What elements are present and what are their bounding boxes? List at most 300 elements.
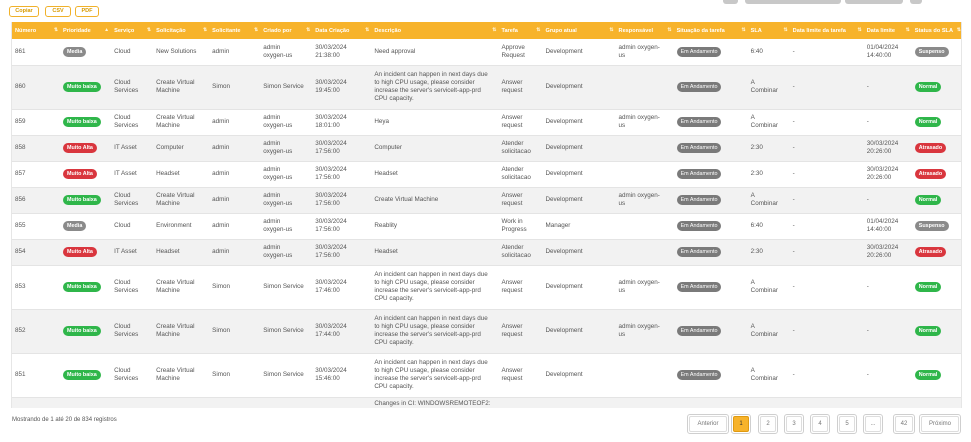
cell-text: A Combinar bbox=[750, 367, 778, 382]
sort-icon[interactable]: ⇅ bbox=[956, 27, 961, 33]
cell-data bbox=[312, 65, 371, 109]
cell-resp bbox=[616, 109, 674, 135]
cell-resp bbox=[616, 39, 674, 65]
cell-tarefa bbox=[498, 65, 542, 109]
cell-text: 855 bbox=[15, 222, 26, 229]
cell-text: 30/03/2024 20:26:00 bbox=[866, 244, 899, 259]
cell-grupo bbox=[542, 65, 615, 109]
cell-situacao bbox=[674, 353, 748, 397]
cell-text: New Solutions bbox=[156, 47, 197, 55]
column-header[interactable] bbox=[674, 22, 748, 39]
cell-sla bbox=[748, 239, 790, 265]
cell-grupo bbox=[542, 39, 615, 65]
cell-num bbox=[12, 397, 60, 408]
sla-status-badge: Normal bbox=[915, 370, 942, 380]
csv-button[interactable]: CSV bbox=[45, 6, 71, 17]
column-header[interactable] bbox=[542, 22, 615, 39]
sort-icon[interactable]: ⇅ bbox=[536, 27, 541, 33]
page-button[interactable] bbox=[758, 414, 778, 434]
cell-text: 854 bbox=[15, 248, 26, 255]
cell-sla bbox=[748, 309, 790, 353]
column-header[interactable] bbox=[312, 22, 371, 39]
cell-text: Atender solicitacao bbox=[501, 244, 531, 259]
cell-desc bbox=[371, 161, 498, 187]
cell-limite_tarefa bbox=[790, 161, 864, 187]
sla-status-badge: Suspenso bbox=[915, 47, 949, 57]
table-row[interactable] bbox=[12, 39, 962, 65]
cell-text: admin oxygen-us bbox=[263, 43, 293, 59]
cell-resp bbox=[616, 265, 674, 309]
table-row[interactable] bbox=[12, 397, 962, 408]
next-page-button[interactable] bbox=[919, 414, 961, 434]
page-button-label: Próximo bbox=[921, 416, 959, 432]
cell-text: Cloud Services bbox=[114, 323, 139, 338]
cell-text: admin bbox=[212, 248, 230, 255]
top-control[interactable] bbox=[745, 0, 841, 4]
cell-text: admin bbox=[212, 118, 230, 125]
cell-text: Answer request bbox=[501, 114, 523, 129]
table-row[interactable] bbox=[12, 65, 962, 109]
column-header[interactable] bbox=[616, 22, 674, 39]
cell-text: Development bbox=[545, 144, 583, 151]
column-header-label: Responsável bbox=[618, 27, 654, 34]
cell-limite_tarefa bbox=[790, 39, 864, 65]
page-button[interactable] bbox=[784, 414, 804, 434]
cell-prio bbox=[60, 309, 111, 353]
cell-grupo bbox=[542, 109, 615, 135]
priority-badge: Muito baixa bbox=[63, 282, 101, 292]
cell-solicitante bbox=[209, 187, 260, 213]
cell-text: 859 bbox=[15, 118, 26, 125]
cell-text: - bbox=[866, 327, 869, 334]
cell-servico bbox=[111, 239, 153, 265]
cell-text: Simon Service bbox=[263, 371, 304, 378]
cell-text: Development bbox=[545, 327, 583, 334]
cell-text: - bbox=[866, 83, 869, 90]
cell-solicitacao bbox=[153, 161, 209, 187]
cell-text: admin bbox=[212, 47, 230, 55]
cell-text: - bbox=[792, 327, 795, 334]
cell-text: A Combinar bbox=[750, 192, 778, 207]
cell-status bbox=[912, 353, 962, 397]
cell-text: Manager bbox=[545, 222, 571, 229]
cell-status bbox=[912, 187, 962, 213]
cell-data bbox=[312, 239, 371, 265]
cell-desc bbox=[371, 239, 498, 265]
table-row[interactable] bbox=[12, 213, 962, 239]
cell-text: admin bbox=[212, 222, 230, 229]
cell-data bbox=[312, 265, 371, 309]
column-header-label: Data limite bbox=[866, 27, 896, 34]
cell-text: 861 bbox=[15, 47, 26, 55]
page-button[interactable] bbox=[893, 414, 915, 434]
column-header-label: Criado por bbox=[263, 27, 292, 34]
cell-text: Development bbox=[545, 248, 583, 255]
sla-status-badge: Normal bbox=[915, 82, 942, 92]
cell-num bbox=[12, 353, 60, 397]
cell-grupo bbox=[542, 213, 615, 239]
cell-tarefa bbox=[498, 239, 542, 265]
cell-text: Create Virtual Machine bbox=[156, 79, 195, 94]
cell-situacao bbox=[674, 39, 748, 65]
cell-text: Answer request bbox=[501, 323, 523, 338]
cell-text: admin oxygen- us bbox=[618, 43, 660, 59]
sort-icon[interactable]: ⇅ bbox=[905, 27, 910, 33]
cell-servico bbox=[111, 187, 153, 213]
cell-prio bbox=[60, 397, 111, 408]
column-header[interactable] bbox=[209, 22, 260, 39]
cell-text: 30/03/2024 17:44:00 bbox=[315, 323, 347, 338]
cell-text: Simon bbox=[212, 327, 231, 334]
cell-text: - bbox=[792, 118, 795, 125]
cell-desc bbox=[371, 65, 498, 109]
cell-text: Create Virtual Machine bbox=[156, 367, 195, 382]
cell-text: Cloud Services bbox=[114, 192, 139, 207]
pdf-button[interactable]: PDF bbox=[75, 6, 99, 17]
sort-icon[interactable]: ⇅ bbox=[667, 27, 672, 33]
cell-solicitacao bbox=[153, 309, 209, 353]
cell-text: Create Virtual Machine bbox=[156, 114, 195, 129]
cell-text: admin oxygen-us bbox=[263, 166, 293, 181]
cell-num bbox=[12, 109, 60, 135]
page-button-label: 2 bbox=[760, 416, 776, 432]
cell-desc bbox=[371, 309, 498, 353]
cell-solicitante bbox=[209, 65, 260, 109]
cell-text: - bbox=[792, 248, 795, 255]
cell-text: Create Virtual Machine bbox=[156, 192, 195, 207]
cell-status bbox=[912, 161, 962, 187]
cell-status bbox=[912, 39, 962, 65]
cell-text: Development bbox=[545, 371, 583, 378]
cell-text: 852 bbox=[15, 327, 26, 334]
cell-solicitante bbox=[209, 161, 260, 187]
cell-text: An incident can happen in next days due to high CPU usage, please consider increase the server's servicelt-app-prd CPU capacity. bbox=[374, 271, 488, 302]
cell-data bbox=[312, 161, 371, 187]
cell-grupo bbox=[542, 353, 615, 397]
cell-text: - bbox=[792, 83, 795, 90]
task-status-badge: Em Andamento bbox=[677, 47, 722, 57]
cell-text: Create Virtual Machine bbox=[156, 279, 195, 294]
cell-situacao bbox=[674, 135, 748, 161]
cell-status bbox=[912, 309, 962, 353]
cell-situacao bbox=[674, 397, 748, 408]
cell-desc bbox=[371, 397, 498, 408]
cell-tarefa bbox=[498, 135, 542, 161]
cell-servico bbox=[111, 161, 153, 187]
cell-text: Simon Service bbox=[263, 283, 304, 290]
cell-text: admin oxygen-us bbox=[263, 244, 293, 259]
sort-asc-icon[interactable]: ▲ bbox=[104, 27, 110, 33]
cell-sla bbox=[748, 187, 790, 213]
column-header-label: Status do SLA bbox=[914, 27, 954, 34]
cell-text: Work in Progress bbox=[501, 218, 527, 233]
cell-solicitacao bbox=[153, 109, 209, 135]
cell-criado bbox=[260, 135, 312, 161]
cell-text: Development bbox=[545, 283, 583, 290]
cell-prio bbox=[60, 353, 111, 397]
page-button[interactable] bbox=[731, 414, 751, 434]
table-header-row bbox=[12, 22, 962, 39]
table-row[interactable] bbox=[12, 135, 962, 161]
sort-icon[interactable]: ⇅ bbox=[365, 27, 370, 33]
sla-status-badge: Normal bbox=[915, 117, 942, 127]
page-button-label: Anterior bbox=[689, 416, 727, 432]
sla-status-badge: Normal bbox=[915, 282, 942, 292]
task-status-badge: Em Andamento bbox=[677, 169, 722, 179]
column-header[interactable] bbox=[498, 22, 542, 39]
cell-text: Answer request bbox=[501, 79, 523, 94]
cell-solicitacao bbox=[153, 39, 209, 65]
cell-limite bbox=[864, 135, 912, 161]
cell-servico bbox=[111, 39, 153, 65]
cell-solicitacao bbox=[153, 213, 209, 239]
task-status-badge: Em Andamento bbox=[677, 195, 722, 205]
column-header[interactable] bbox=[790, 22, 864, 39]
cell-text: 856 bbox=[15, 196, 26, 203]
column-header[interactable] bbox=[864, 22, 912, 39]
page-button-label: 5 bbox=[839, 416, 855, 432]
cell-solicitante bbox=[209, 353, 260, 397]
top-control[interactable] bbox=[723, 0, 738, 4]
cell-situacao bbox=[674, 239, 748, 265]
cell-text: Approve Request bbox=[501, 43, 525, 59]
cell-text: admin oxygen- us bbox=[618, 279, 660, 294]
cell-tarefa bbox=[498, 353, 542, 397]
cell-text: Headset bbox=[374, 248, 398, 255]
cell-text: Headset bbox=[156, 170, 180, 177]
sla-status-badge: Normal bbox=[915, 195, 942, 205]
page-button-label: ... bbox=[865, 416, 881, 432]
table-row[interactable] bbox=[12, 109, 962, 135]
cell-status bbox=[912, 397, 962, 408]
cell-servico bbox=[111, 353, 153, 397]
table-row[interactable] bbox=[12, 239, 962, 265]
cell-text: 2:30 bbox=[750, 170, 763, 177]
cell-situacao bbox=[674, 213, 748, 239]
cell-servico bbox=[111, 309, 153, 353]
cell-num bbox=[12, 39, 60, 65]
column-header[interactable] bbox=[371, 22, 498, 39]
cell-text: admin oxygen-us bbox=[263, 192, 293, 207]
cell-text: Cloud Services bbox=[114, 114, 139, 129]
cell-criado bbox=[260, 187, 312, 213]
cell-solicitacao bbox=[153, 397, 209, 408]
cell-data bbox=[312, 397, 371, 408]
requests-table-container bbox=[11, 22, 962, 408]
task-status-badge: Em Andamento bbox=[677, 326, 722, 336]
sort-icon[interactable]: ⇅ bbox=[741, 27, 746, 33]
priority-badge: Muito baixa bbox=[63, 117, 101, 127]
cell-text: 2:30 bbox=[750, 144, 763, 151]
cell-status bbox=[912, 109, 962, 135]
cell-limite bbox=[864, 39, 912, 65]
sort-icon[interactable]: ⇅ bbox=[146, 27, 152, 33]
cell-grupo bbox=[542, 135, 615, 161]
task-status-badge: Em Andamento bbox=[677, 82, 722, 92]
cell-text: admin oxygen-us bbox=[263, 114, 293, 129]
cell-limite_tarefa bbox=[790, 187, 864, 213]
cell-text: 857 bbox=[15, 170, 26, 177]
cell-text: Heya bbox=[374, 118, 390, 125]
sort-icon[interactable]: ⇅ bbox=[254, 27, 259, 33]
cell-text: Simon bbox=[212, 371, 231, 378]
cell-criado bbox=[260, 397, 312, 408]
table-row[interactable] bbox=[12, 309, 962, 353]
cell-servico bbox=[111, 65, 153, 109]
cell-text: IT Asset bbox=[114, 170, 137, 177]
cell-text: 30/03/2024 20:26:00 bbox=[866, 140, 899, 155]
top-control[interactable] bbox=[845, 0, 903, 4]
cell-tarefa bbox=[498, 213, 542, 239]
cell-grupo bbox=[542, 397, 615, 408]
task-status-badge: Em Andamento bbox=[677, 370, 722, 380]
cell-resp bbox=[616, 187, 674, 213]
page-button[interactable] bbox=[810, 414, 830, 434]
column-header[interactable] bbox=[12, 22, 60, 39]
cell-text: 01/04/2024 14:40:00 bbox=[866, 43, 899, 59]
column-header-label: Serviço bbox=[114, 27, 135, 34]
cell-solicitante bbox=[209, 265, 260, 309]
cell-desc bbox=[371, 109, 498, 135]
sort-icon[interactable]: ⇅ bbox=[492, 27, 497, 33]
cell-text: - bbox=[792, 196, 795, 203]
priority-badge: Muito Alta bbox=[63, 247, 97, 257]
cell-solicitante bbox=[209, 135, 260, 161]
cell-grupo bbox=[542, 265, 615, 309]
cell-limite_tarefa bbox=[790, 353, 864, 397]
cell-prio bbox=[60, 109, 111, 135]
priority-badge: Muito Alta bbox=[63, 143, 97, 153]
column-header[interactable] bbox=[60, 22, 111, 39]
cell-text: - bbox=[792, 170, 795, 177]
cell-num bbox=[12, 187, 60, 213]
cell-resp bbox=[616, 309, 674, 353]
cell-text: Cloud Services bbox=[114, 79, 139, 94]
cell-solicitacao bbox=[153, 187, 209, 213]
cell-status bbox=[912, 65, 962, 109]
cell-text: A Combinar bbox=[750, 79, 778, 94]
cell-criado bbox=[260, 265, 312, 309]
cell-solicitacao bbox=[153, 353, 209, 397]
table-row[interactable] bbox=[12, 161, 962, 187]
cell-solicitante bbox=[209, 109, 260, 135]
top-control[interactable] bbox=[910, 0, 922, 4]
cell-text: Atender solicitacao bbox=[501, 140, 531, 155]
cell-limite_tarefa bbox=[790, 135, 864, 161]
sort-icon[interactable]: ⇅ bbox=[857, 27, 862, 33]
cell-text: admin bbox=[212, 144, 230, 151]
cell-solicitacao bbox=[153, 65, 209, 109]
cell-limite_tarefa bbox=[790, 309, 864, 353]
cell-text: An incident can happen in next days due to high CPU usage, please consider increase the server's servicelt-app-prd CPU capacity. bbox=[374, 315, 488, 346]
column-header[interactable] bbox=[912, 22, 962, 39]
sort-icon[interactable]: ⇅ bbox=[609, 27, 614, 33]
cell-text: - bbox=[866, 196, 869, 203]
cell-desc bbox=[371, 135, 498, 161]
priority-badge: Muito baixa bbox=[63, 326, 101, 336]
sort-icon[interactable]: ⇅ bbox=[783, 27, 788, 33]
table-row[interactable] bbox=[12, 353, 962, 397]
sort-icon[interactable]: ⇅ bbox=[306, 27, 311, 33]
cell-text: Reablity bbox=[374, 222, 398, 229]
page-button-label: 1 bbox=[733, 416, 749, 432]
sort-icon[interactable]: ⇅ bbox=[202, 27, 208, 33]
column-header[interactable] bbox=[111, 22, 153, 39]
cell-tarefa bbox=[498, 39, 542, 65]
cell-limite bbox=[864, 353, 912, 397]
cell-num bbox=[12, 309, 60, 353]
cell-text: 851 bbox=[15, 371, 26, 378]
cell-text: admin bbox=[212, 170, 230, 177]
cell-sla bbox=[748, 109, 790, 135]
cell-num bbox=[12, 213, 60, 239]
column-header-label: Solicitação bbox=[156, 27, 186, 34]
column-header-label: Tarefa bbox=[501, 27, 518, 34]
page-button[interactable] bbox=[837, 414, 857, 434]
cell-limite bbox=[864, 213, 912, 239]
cell-limite bbox=[864, 187, 912, 213]
cell-servico bbox=[111, 265, 153, 309]
prev-page-button[interactable] bbox=[687, 414, 729, 434]
cell-text: Simon bbox=[212, 83, 231, 90]
cell-text: Atender solicitacao bbox=[501, 166, 531, 181]
cell-desc bbox=[371, 353, 498, 397]
cell-sla bbox=[748, 65, 790, 109]
cell-text: - bbox=[792, 283, 795, 290]
cell-limite_tarefa bbox=[790, 213, 864, 239]
cell-prio bbox=[60, 187, 111, 213]
cell-data bbox=[312, 39, 371, 65]
cell-grupo bbox=[542, 187, 615, 213]
cell-limite bbox=[864, 161, 912, 187]
cell-situacao bbox=[674, 109, 748, 135]
table-row[interactable] bbox=[12, 187, 962, 213]
cell-criado bbox=[260, 353, 312, 397]
cell-text: Answer request bbox=[501, 367, 523, 382]
cell-data bbox=[312, 187, 371, 213]
cell-situacao bbox=[674, 187, 748, 213]
column-header[interactable] bbox=[748, 22, 790, 39]
toolbar bbox=[0, 0, 971, 22]
column-header[interactable] bbox=[260, 22, 312, 39]
cell-sla bbox=[748, 213, 790, 239]
cell-sla bbox=[748, 161, 790, 187]
cell-text: - bbox=[792, 222, 795, 229]
cell-text: 30/03/2024 18:01:00 bbox=[315, 114, 347, 129]
cell-text: 30/03/2024 21:38:00 bbox=[315, 43, 347, 59]
table-row[interactable] bbox=[12, 265, 962, 309]
cell-servico bbox=[111, 213, 153, 239]
cell-tarefa bbox=[498, 109, 542, 135]
copy-button[interactable]: Copiar bbox=[9, 6, 39, 17]
page-button[interactable] bbox=[863, 414, 883, 434]
page-button-label: 42 bbox=[895, 416, 913, 432]
cell-text: admin bbox=[212, 196, 230, 203]
cell-grupo bbox=[542, 309, 615, 353]
cell-limite_tarefa bbox=[790, 109, 864, 135]
cell-text: 30/03/2024 15:46:00 bbox=[315, 367, 347, 382]
column-header-label: Solicitante bbox=[212, 27, 241, 34]
cell-limite bbox=[864, 65, 912, 109]
cell-desc bbox=[371, 39, 498, 65]
sla-status-badge: Normal bbox=[915, 326, 942, 336]
cell-limite bbox=[864, 265, 912, 309]
cell-solicitacao bbox=[153, 135, 209, 161]
sort-icon[interactable]: ⇅ bbox=[53, 27, 59, 33]
cell-text: 6:40 bbox=[750, 47, 763, 55]
column-header[interactable] bbox=[153, 22, 209, 39]
cell-text: Simon Service bbox=[263, 83, 304, 90]
